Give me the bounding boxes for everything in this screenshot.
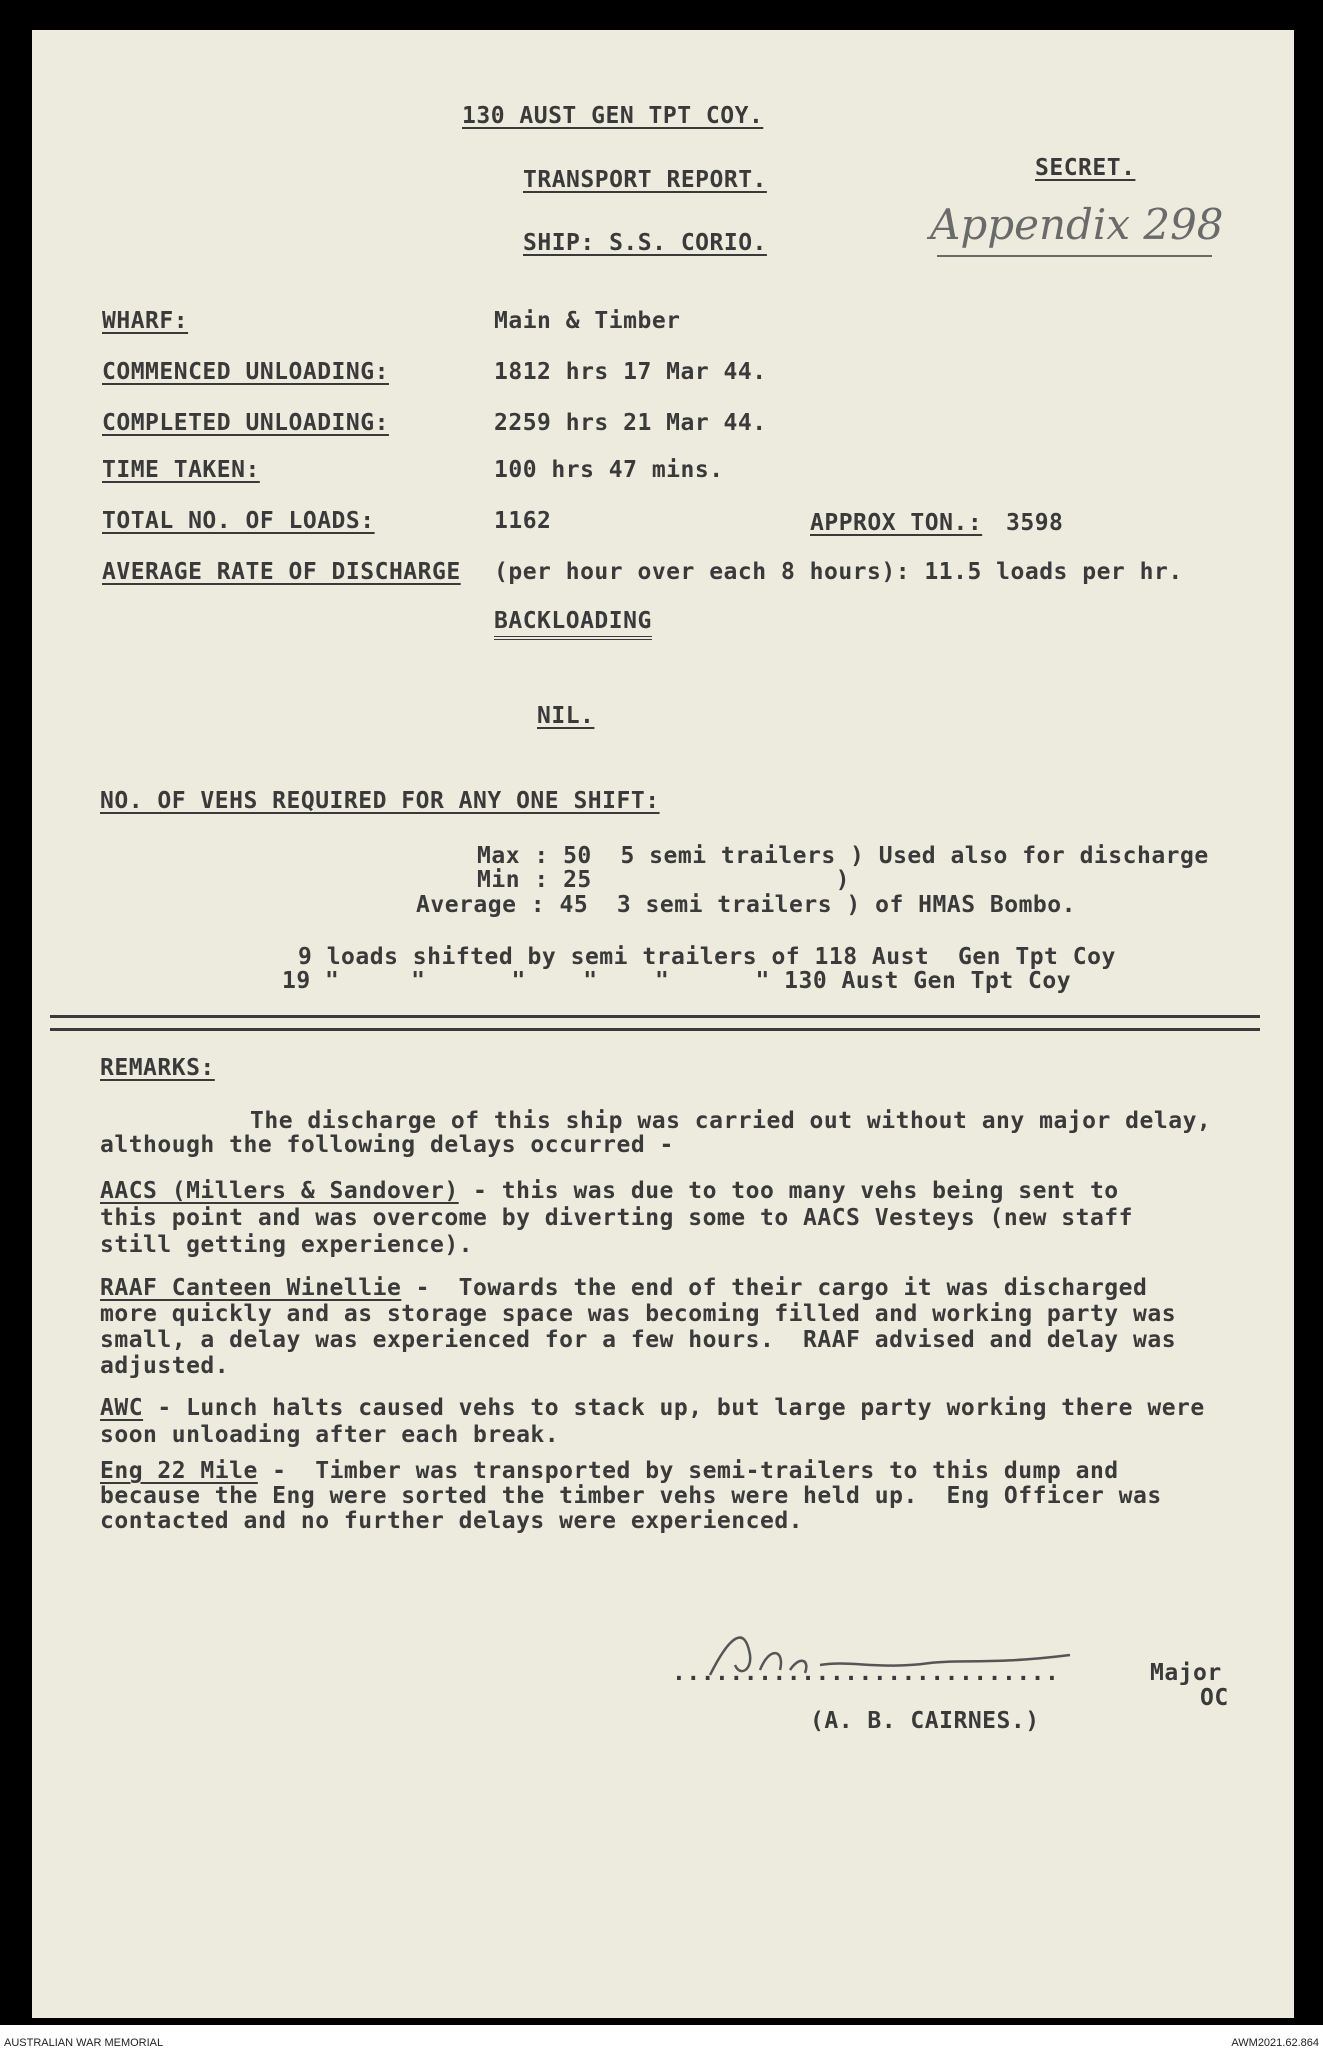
commenced-value: 1812 hrs 17 Mar 44. (494, 359, 767, 385)
unit-title: 130 AUST GEN TPT COY. (462, 103, 764, 129)
remark-eng-line-2: because the Eng were sorted the timber vehs were held up. Eng Officer was (100, 1483, 1162, 1509)
remark-awc-label: AWC (100, 1395, 144, 1421)
remark-awc-line-1 (100, 1395, 1205, 1421)
remark-raaf-line-4: adjusted. (100, 1353, 230, 1379)
remarks-heading: REMARKS: (100, 1055, 215, 1081)
signature-dots: ........................... (672, 1660, 1060, 1686)
footer-right: AWM2021.62.864 (1231, 2037, 1319, 2049)
classification: SECRET. (1035, 155, 1136, 181)
rate-value: (per hour over each 8 hours): 11.5 loads per hr. (494, 559, 1183, 585)
time-value: 100 hrs 47 mins. (494, 457, 724, 483)
loads-value: 1162 (494, 508, 552, 534)
wharf-value: Main & Timber (494, 308, 681, 334)
rate-label: AVERAGE RATE OF DISCHARGE (102, 559, 461, 585)
remarks-intro-2: although the following delays occurred - (100, 1132, 674, 1158)
remark-eng-text: - Timber was transported by semi-trailers to this dump and (257, 1458, 1119, 1484)
ship-name: SHIP: S.S. CORIO. (523, 230, 767, 256)
wharf-label: WHARF: (102, 308, 189, 334)
footer-left: AUSTRALIAN WAR MEMORIAL (4, 2037, 164, 2049)
section-divider (50, 1015, 1260, 1031)
remark-eng-line-3: contacted and no further delays were experienced. (100, 1508, 804, 1534)
signature-name: (A. B. CAIRNES.) (810, 1708, 1040, 1734)
remarks-intro-1: The discharge of this ship was carried out without any major delay, (250, 1108, 1212, 1134)
shift-line-118: 9 loads shifted by semi trailers of 118 Aust Gen Tpt Coy (298, 944, 1116, 970)
signature-role: OC (1200, 1685, 1229, 1711)
remark-aacs-line-2: this point and was overcome by diverting some to AACS Vesteys (new staff (100, 1205, 1133, 1231)
backloading-heading: BACKLOADING (494, 608, 652, 640)
report-title: TRANSPORT REPORT. (523, 167, 767, 193)
completed-value: 2259 hrs 21 Mar 44. (494, 410, 767, 436)
remark-awc-text: - Lunch halts caused vehs to stack up, but large party working there were (143, 1395, 1205, 1421)
remark-aacs-line-1 (100, 1178, 1119, 1204)
remark-aacs-label: AACS (Millers & Sandover) (100, 1178, 459, 1204)
remark-raaf-label: RAAF Canteen Winellie (100, 1275, 402, 1301)
commenced-label: COMMENCED UNLOADING: (102, 359, 389, 385)
remark-aacs-line-3: still getting experience). (100, 1232, 474, 1258)
remark-eng-label: Eng 22 Mile (100, 1458, 258, 1484)
tonnage-value: 3598 (1006, 510, 1064, 536)
signature-rank: Major (1150, 1660, 1222, 1686)
loads-label: TOTAL NO. OF LOADS: (102, 508, 375, 534)
appendix-handwriting: Appendix 298 (930, 200, 1224, 249)
tonnage-label: APPROX TON.: (810, 510, 983, 536)
shift-line-130: 19 " " " " " " 130 Aust Gen Tpt Coy (282, 968, 1072, 994)
completed-label: COMPLETED UNLOADING: (102, 410, 389, 436)
appendix-underline (937, 255, 1212, 257)
vehicles-max-line: Max : 50 5 semi trailers ) Used also for discharge (477, 843, 1209, 869)
remark-raaf-line-1 (100, 1275, 1147, 1301)
remark-awc-line-2: soon unloading after each break. (100, 1422, 560, 1448)
vehicles-min-line: Min : 25 ) (477, 867, 851, 893)
remark-raaf-line-3: small, a delay was experienced for a few hours. RAAF advised and delay was (100, 1327, 1177, 1353)
remark-aacs-text: - this was due to too many vehs being sent to (458, 1178, 1119, 1204)
remark-eng-line-1 (100, 1458, 1119, 1484)
archive-footer (0, 2025, 1323, 2061)
remark-raaf-line-2: more quickly and as storage space was becoming filled and working party was (100, 1301, 1177, 1327)
remark-raaf-text: - Towards the end of their cargo it was discharged (401, 1275, 1148, 1301)
time-label: TIME TAKEN: (102, 457, 260, 483)
vehicles-heading: NO. OF VEHS REQUIRED FOR ANY ONE SHIFT: (100, 788, 660, 814)
vehicles-average-line: Average : 45 3 semi trailers ) of HMAS Bombo. (416, 892, 1076, 918)
backloading-value: NIL. (537, 703, 595, 729)
